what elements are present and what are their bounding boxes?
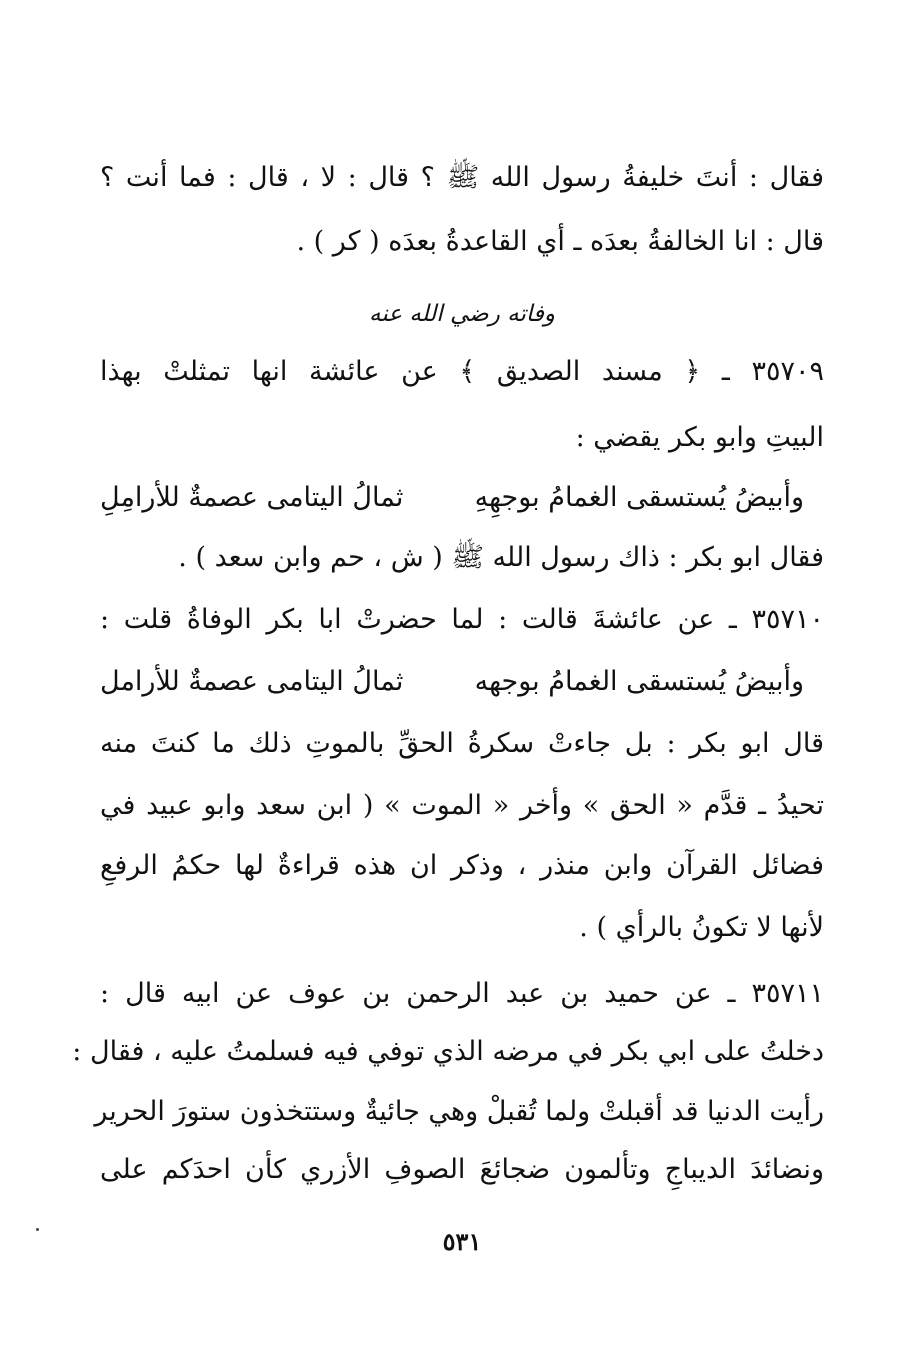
section-heading: وفاته رضي الله عنه xyxy=(369,301,555,327)
page-number: ٥٣١ xyxy=(442,1227,482,1256)
hadith-35709-line-2: البيتِ وابو بكر يقضي : xyxy=(575,422,824,453)
poetry-verse-2 xyxy=(100,662,824,702)
hadith-35711-line-3: رأيت الدنيا قد أقبلتْ ولما تُقبلْ وهي جائيةٌ وستتخذون ستورَ الحرير xyxy=(94,1096,824,1127)
text-line-1: فقال : أنتَ خليفةُ رسول الله ﷺ ؟ قال : لا ، قال : فما أنت ؟ xyxy=(100,162,824,193)
verse-first-hemistich: وأبيضُ يُستسقى الغمامُ بوجهه xyxy=(474,666,804,697)
hadith-35710-line-4: فضائل القرآن وابن منذر ، وذكر ان هذه قراءةٌ لها حكمُ الرفعِ xyxy=(100,850,824,881)
poetry-verse-1 xyxy=(100,478,824,518)
hadith-35711-line-2: دخلتُ على ابي بكر في مرضه الذي توفي فيه فسلمتُ عليه ، فقال : xyxy=(72,1036,824,1067)
verse-first-hemistich: وأبيضُ يُستسقى الغمامُ بوجهِهِ xyxy=(474,482,804,513)
hadith-35710-line-3: تحيدُ ـ قدَّم « الحق » وأخر « الموت » ( ابن سعد وابو عبيد في xyxy=(100,790,824,821)
hadith-35710-line-5: لأنها لا تكونُ بالرأي ) . xyxy=(579,912,824,943)
hadith-35709-line-1: ٣٥٧٠٩ ـ ﴿ مسند الصديق ﴾ عن عائشة انها تمثلتْ بهذا xyxy=(100,356,824,387)
text-line-2: قال : انا الخالفةُ بعدَه ـ أي القاعدةُ بعدَه ( كر ) . xyxy=(296,226,824,257)
hadith-35711-line-1: ٣٥٧١١ ـ عن حميد بن عبد الرحمن بن عوف عن ابيه قال : xyxy=(100,978,824,1009)
hadith-35709-line-3: فقال ابو بكر : ذاك رسول الله ﷺ ( ش ، حم وابن سعد ) . xyxy=(178,542,824,573)
verse-second-hemistich: ثمالُ اليتامى عصمةٌ للأرامل xyxy=(100,666,404,697)
hadith-35710-line-2: قال ابو بكر : بل جاءتْ سكرةُ الحقِّ بالموتِ ذلك ما كنتَ منه xyxy=(100,728,824,759)
hadith-35710-line-1: ٣٥٧١٠ ـ عن عائشةَ قالت : لما حضرتْ ابا بكر الوفاةُ قلت : xyxy=(100,604,824,635)
scan-speck xyxy=(36,1228,39,1231)
verse-second-hemistich: ثمالُ اليتامى عصمةٌ للأرامِلِ xyxy=(100,482,404,513)
hadith-35711-line-4: ونضائدَ الديباجِ وتألمون ضجائعَ الصوفِ الأزري كأن احدَكم على xyxy=(100,1154,824,1185)
